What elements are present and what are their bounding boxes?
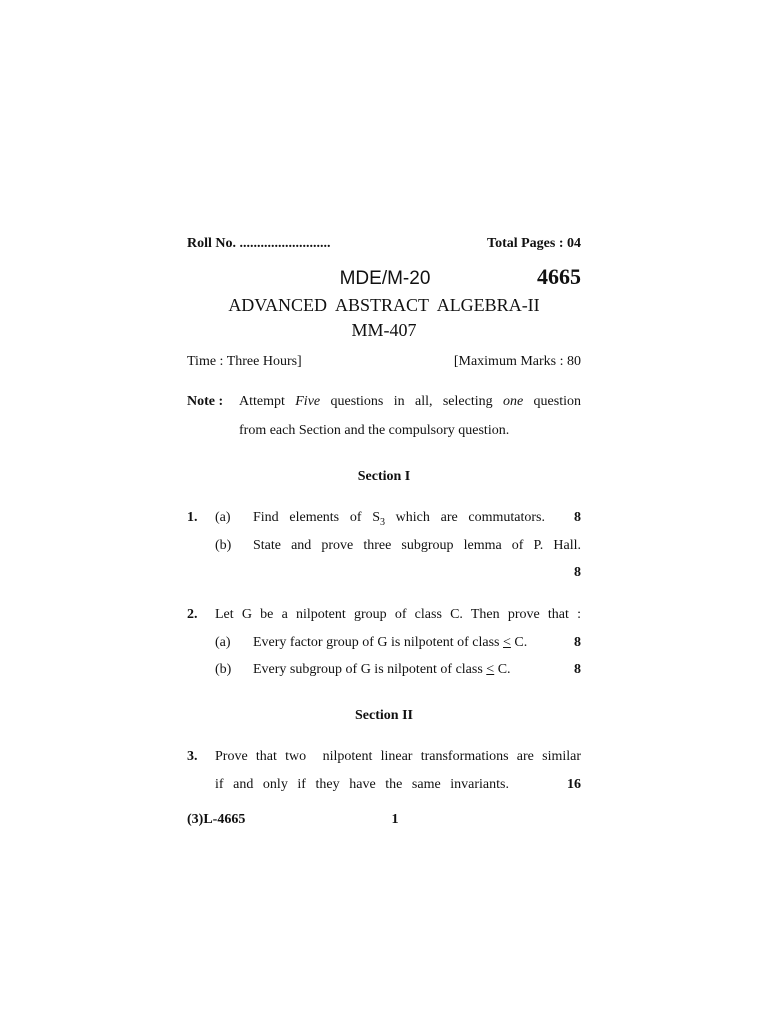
subscript: 3 (379, 516, 385, 528)
question-2-number: 2. (187, 607, 198, 622)
question-text: Every factor group of G is nilpotent of class (253, 635, 503, 650)
note-line-1 (239, 394, 581, 410)
section-1-title: Section I (357, 469, 411, 484)
question-1a-label: (a) (215, 510, 231, 525)
question-2b-label: (b) (215, 662, 232, 677)
note-emphasis-five: Five (295, 394, 321, 409)
question-1b-label: (b) (215, 538, 232, 553)
total-pages: Total Pages : 04 (487, 236, 581, 251)
note-emphasis-one: one (502, 394, 524, 409)
exam-code: MDE/M-20 (339, 268, 431, 289)
time-allowed: Time : Three Hours] (187, 354, 302, 369)
roll-no: Roll No. .......................... (187, 236, 331, 251)
question-1-number: 1. (187, 510, 198, 525)
question-text: C. (494, 662, 511, 677)
note-line-2: from each Section and the compulsory question. (239, 423, 510, 438)
less-equal-symbol: < (486, 662, 495, 677)
less-equal-symbol: < (503, 635, 511, 650)
note-text: question (523, 394, 581, 409)
question-2b-marks: 8 (574, 662, 581, 677)
note-text: questions in all, selecting (320, 394, 503, 409)
question-3-line-1: Prove that two nilpotent linear transformations are similar (215, 749, 581, 764)
question-1b-text: State and prove three subgroup lemma of P. Hall. (253, 538, 581, 553)
question-text: Find elements of S (253, 510, 380, 525)
question-3-line-2: if and only if they have the same invariants. (215, 777, 509, 792)
question-2b-text (253, 662, 511, 678)
maximum-marks: [Maximum Marks : 80 (453, 354, 581, 369)
question-1b-marks: 8 (574, 565, 581, 580)
subject-title: ADVANCED ABSTRACT ALGEBRA-II (228, 295, 540, 315)
footer-code: (3)L-4665 (187, 812, 246, 827)
note-label: Note : (187, 394, 224, 409)
question-2-stem: Let G be a nilpotent group of class C. Then prove that : (215, 607, 581, 622)
question-2a-marks: 8 (574, 635, 581, 650)
question-text: C. (510, 635, 528, 650)
paper-code: 4665 (537, 264, 581, 289)
course-code: MM-407 (351, 320, 417, 340)
question-1a-marks: 8 (574, 510, 581, 525)
question-3-marks: 16 (567, 777, 581, 792)
question-1a-text (253, 510, 545, 528)
section-2-title: Section II (355, 708, 413, 723)
question-3-number: 3. (187, 749, 198, 764)
page-number: 1 (391, 812, 399, 827)
question-text: which are commutators. (384, 510, 545, 525)
question-2a-text (253, 635, 527, 651)
note-text: Attempt (239, 394, 296, 409)
question-text: Every subgroup of G is nilpotent of class (253, 662, 487, 677)
question-2a-label: (a) (215, 635, 231, 650)
